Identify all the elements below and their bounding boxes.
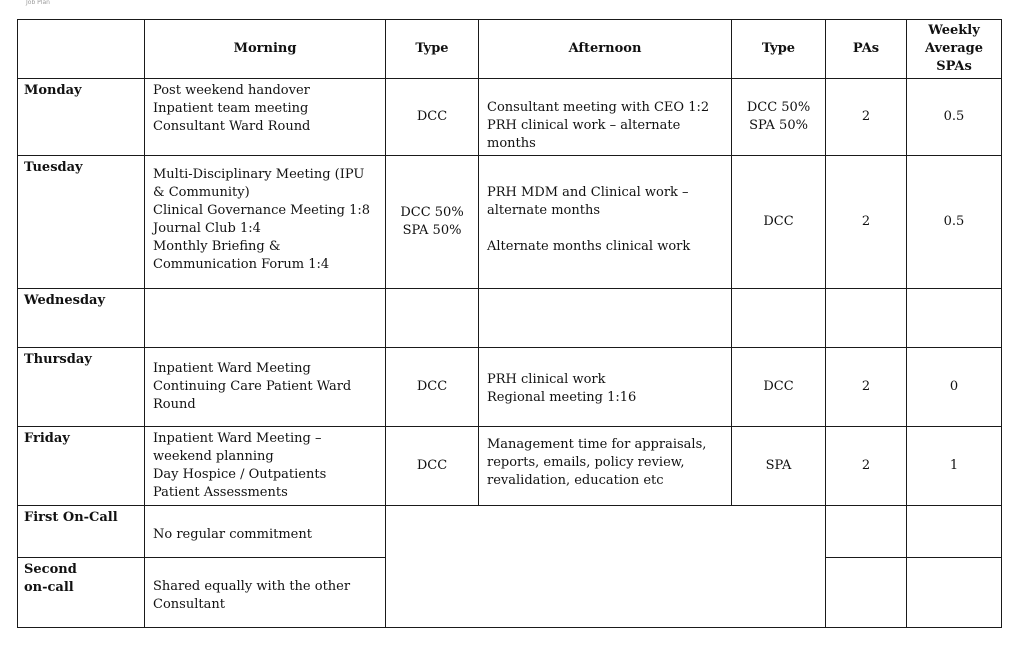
text-line: on-call bbox=[24, 580, 74, 595]
text-line: Consultant bbox=[153, 597, 225, 612]
weekly-thursday: 0 bbox=[907, 348, 1002, 427]
text-line: Journal Club 1:4 bbox=[153, 221, 261, 236]
header-weekly-line1: Weekly bbox=[928, 23, 980, 38]
header-type-afternoon: Type bbox=[732, 20, 826, 79]
text-line: DCC bbox=[416, 458, 448, 473]
text-line: PRH clinical work bbox=[487, 372, 606, 387]
text-line: DCC bbox=[763, 379, 794, 394]
header-weekly-average-spas bbox=[907, 20, 1002, 79]
morning-second-on-call bbox=[145, 558, 386, 628]
type-afternoon-wednesday bbox=[732, 289, 826, 348]
morning-tuesday bbox=[145, 156, 386, 289]
text-line: months bbox=[487, 136, 536, 151]
text-line: Regional meeting 1:16 bbox=[487, 390, 637, 405]
day-label-friday: Friday bbox=[18, 427, 145, 506]
text-line: Patient Assessments bbox=[153, 485, 288, 500]
weekly-monday: 0.5 bbox=[907, 79, 1002, 156]
weekly-tuesday: 0.5 bbox=[907, 156, 1002, 289]
merged-empty-cell bbox=[386, 506, 826, 628]
text-line: Post weekend handover bbox=[153, 83, 310, 98]
text-line: Second bbox=[24, 562, 77, 577]
text-line: SPA bbox=[765, 458, 792, 473]
text-line: DCC 50% bbox=[746, 100, 811, 115]
day-label-tuesday: Tuesday bbox=[18, 156, 145, 289]
type-morning-wednesday bbox=[386, 289, 479, 348]
morning-thursday bbox=[145, 348, 386, 427]
morning-monday bbox=[145, 79, 386, 156]
type-afternoon-thursday bbox=[732, 348, 826, 427]
table-row-tuesday bbox=[18, 156, 1002, 289]
afternoon-monday bbox=[479, 79, 732, 156]
text-line: DCC bbox=[416, 379, 448, 394]
text-line: Shared equally with the other bbox=[153, 579, 351, 594]
text-line: weekend planning bbox=[153, 449, 274, 464]
text-line: Management time for appraisals, bbox=[487, 437, 707, 452]
weekly-first-on-call bbox=[907, 506, 1002, 558]
text-line: & Community) bbox=[153, 185, 250, 200]
text-line: Alternate months clinical work bbox=[487, 239, 691, 254]
table-row-monday bbox=[18, 79, 1002, 156]
text-line: Consultant Ward Round bbox=[153, 119, 311, 134]
table-row-thursday bbox=[18, 348, 1002, 427]
text-line: Inpatient Ward Meeting – bbox=[153, 431, 322, 446]
text-line: DCC bbox=[763, 214, 794, 229]
text-line: revalidation, education etc bbox=[487, 473, 664, 488]
text-line: Inpatient team meeting bbox=[153, 101, 309, 116]
pas-tuesday: 2 bbox=[826, 156, 907, 289]
text-line: PRH clinical work – alternate bbox=[487, 118, 681, 133]
text-line: No regular commitment bbox=[153, 527, 312, 542]
afternoon-wednesday bbox=[479, 289, 732, 348]
text-line: Communication Forum 1:4 bbox=[153, 257, 330, 272]
text-line: Round bbox=[153, 397, 196, 412]
weekly-wednesday bbox=[907, 289, 1002, 348]
table-row-first-on-call bbox=[18, 506, 1002, 558]
morning-first-on-call bbox=[145, 506, 386, 558]
text-line: Day Hospice / Outpatients bbox=[153, 467, 327, 482]
text-line: DCC 50% bbox=[400, 205, 464, 220]
header-pas: PAs bbox=[826, 20, 907, 79]
table-row-friday bbox=[18, 427, 1002, 506]
header-day bbox=[18, 20, 145, 79]
header-morning: Morning bbox=[145, 20, 386, 79]
text-line: Monthly Briefing & bbox=[153, 239, 281, 254]
day-label-wednesday: Wednesday bbox=[18, 289, 145, 348]
pas-wednesday bbox=[826, 289, 907, 348]
type-morning-thursday bbox=[386, 348, 479, 427]
weekly-friday: 1 bbox=[907, 427, 1002, 506]
pas-thursday: 2 bbox=[826, 348, 907, 427]
type-morning-tuesday bbox=[386, 156, 479, 289]
header-weekly-line3: SPAs bbox=[936, 59, 972, 74]
afternoon-tuesday bbox=[479, 156, 732, 289]
text-line: Inpatient Ward Meeting bbox=[153, 361, 311, 376]
pas-monday: 2 bbox=[826, 79, 907, 156]
text-line: alternate months bbox=[487, 203, 601, 218]
pas-friday: 2 bbox=[826, 427, 907, 506]
table-row-wednesday bbox=[18, 289, 1002, 348]
text-line: Continuing Care Patient Ward bbox=[153, 379, 352, 394]
header-row bbox=[18, 20, 1002, 79]
text-line: PRH MDM and Clinical work – bbox=[487, 185, 689, 200]
morning-wednesday bbox=[145, 289, 386, 348]
type-afternoon-tuesday bbox=[732, 156, 826, 289]
text-line: Multi-Disciplinary Meeting (IPU bbox=[153, 167, 365, 182]
header-weekly-line2: Average bbox=[924, 41, 984, 56]
day-label-second-on-call bbox=[18, 558, 145, 628]
corner-mark: Job Plan bbox=[26, 0, 50, 6]
job-plan-table bbox=[17, 19, 1002, 628]
pas-second-on-call bbox=[826, 558, 907, 628]
type-morning-monday bbox=[386, 79, 479, 156]
spacer bbox=[487, 220, 723, 238]
day-label-monday: Monday bbox=[18, 79, 145, 156]
type-morning-friday bbox=[386, 427, 479, 506]
afternoon-thursday bbox=[479, 348, 732, 427]
text-line: reports, emails, policy review, bbox=[487, 455, 685, 470]
text-line: Clinical Governance Meeting 1:8 bbox=[153, 203, 371, 218]
text-line: DCC bbox=[416, 109, 448, 124]
text-line: SPA 50% bbox=[402, 223, 462, 238]
header-afternoon: Afternoon bbox=[479, 20, 732, 79]
type-afternoon-monday bbox=[732, 79, 826, 156]
day-label-first-on-call: First On-Call bbox=[18, 506, 145, 558]
header-type-morning: Type bbox=[386, 20, 479, 79]
day-label-thursday: Thursday bbox=[18, 348, 145, 427]
type-afternoon-friday bbox=[732, 427, 826, 506]
afternoon-friday bbox=[479, 427, 732, 506]
pas-first-on-call bbox=[826, 506, 907, 558]
morning-friday bbox=[145, 427, 386, 506]
weekly-second-on-call bbox=[907, 558, 1002, 628]
text-line: Consultant meeting with CEO 1:2 bbox=[487, 100, 710, 115]
text-line: SPA 50% bbox=[749, 118, 808, 133]
